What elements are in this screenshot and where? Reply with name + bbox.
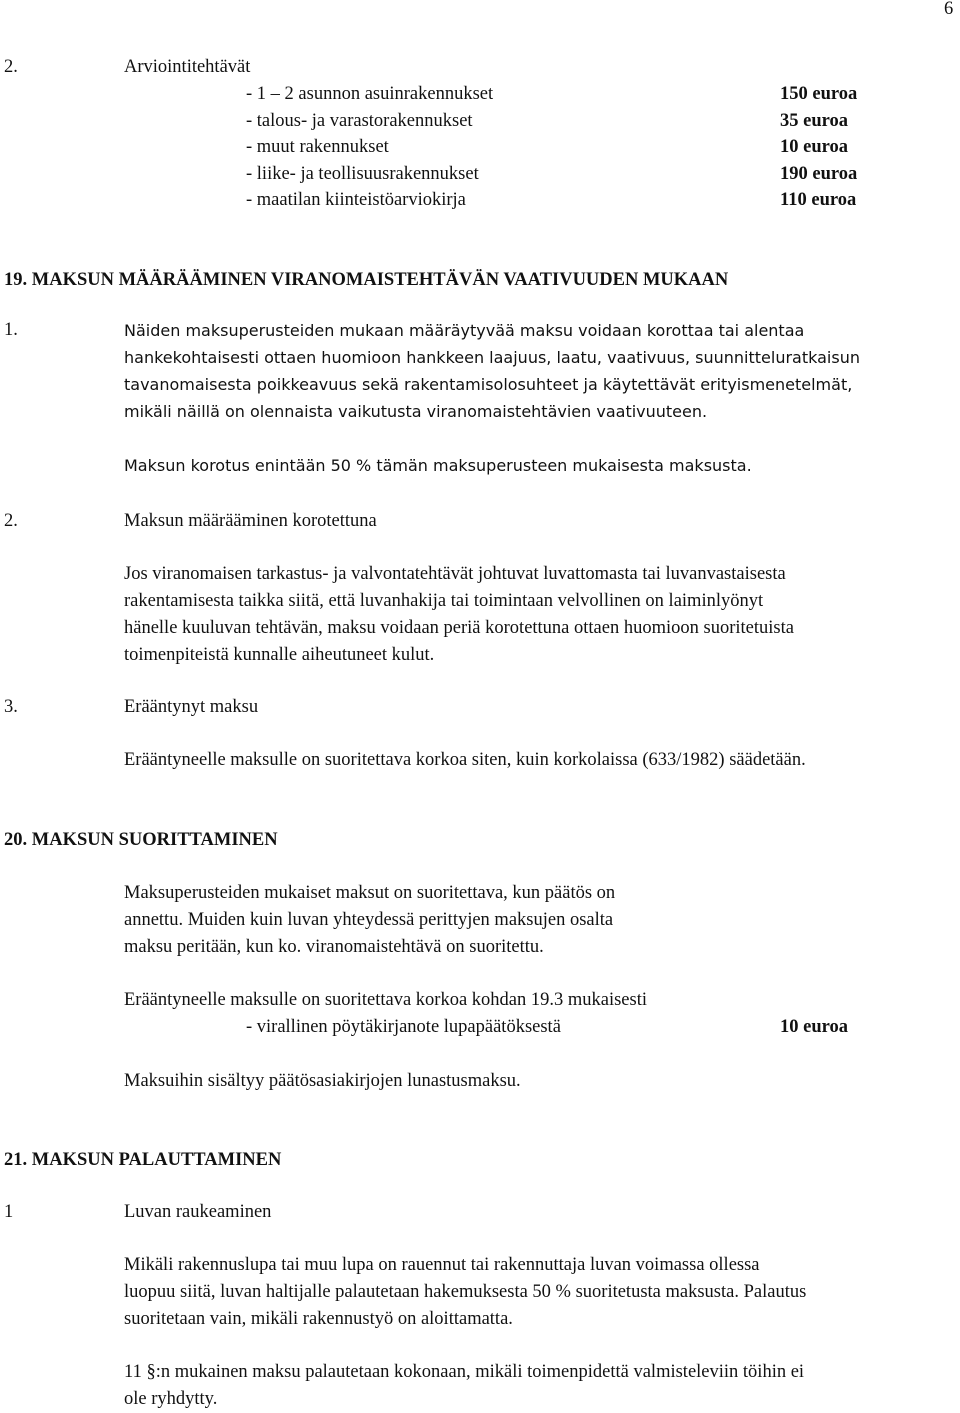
paragraph-line: Erääntyneelle maksulle on suoritettava korkoa kohdan 19.3 mukaisesti bbox=[124, 990, 647, 1010]
fee-item-price: 110 euroa bbox=[780, 190, 857, 210]
paragraph bbox=[124, 1359, 804, 1413]
item-number: 2. bbox=[4, 511, 18, 531]
fee-item-price: 35 euroa bbox=[780, 111, 849, 131]
paragraph-line: luopuu siitä, luvan haltijalle palautetaan hakemuksesta 50 % suoritetusta maksusta. Palautus bbox=[124, 1282, 807, 1302]
paragraph-line: 11 §:n mukainen maksu palautetaan kokonaan, mikäli toimenpidettä valmisteleviin töihin ei bbox=[124, 1362, 805, 1382]
paragraph-line: toimenpiteistä kunnalle aiheutuneet kulut. bbox=[124, 645, 435, 665]
heading-21: 21. MAKSUN PALAUTTAMINEN bbox=[4, 1150, 282, 1170]
paragraph-line: Maksuperusteiden mukaiset maksut on suoritettava, kun päätös on bbox=[124, 883, 616, 903]
fee-item-price: 10 euroa bbox=[780, 1017, 849, 1037]
paragraph-note: Maksun korotus enintään 50 % tämän maksuperusteen mukaisesta maksusta. bbox=[124, 456, 752, 475]
paragraph-line: maksu peritään, kun ko. viranomaistehtävä on suoritettu. bbox=[124, 937, 544, 957]
section-number: 2. bbox=[4, 57, 18, 77]
fee-item-label: - virallinen pöytäkirjanote lupapäätöksestä bbox=[246, 1017, 561, 1037]
paragraph-line: Maksuihin sisältyy päätösasiakirjojen lunastusmaksu. bbox=[124, 1071, 521, 1091]
paragraph-line: Erääntyneelle maksulle on suoritettava korkoa siten, kuin korkolaissa (633/1982) säädetään. bbox=[124, 750, 806, 770]
fee-item-label: - liike- ja teollisuusrakennukset bbox=[246, 164, 479, 184]
paragraph-line: hänelle kuuluvan tehtävän, maksu voidaan periä korotettuna ottaen huomioon suoritetuista bbox=[124, 618, 794, 638]
paragraph-line: suoritetaan vain, mikäli rakennustyö on aloittamatta. bbox=[124, 1309, 513, 1329]
fee-item-label: - 1 – 2 asunnon asuinrakennukset bbox=[246, 84, 494, 104]
paragraph-line: Jos viranomaisen tarkastus- ja valvontatehtävät johtuvat luvattomasta tai luvanvastaisesta bbox=[124, 564, 786, 584]
paragraph bbox=[124, 1252, 806, 1333]
item-number: 1. bbox=[4, 320, 18, 340]
fee-item-label: - talous- ja varastorakennukset bbox=[246, 111, 473, 131]
fee-item-price: 150 euroa bbox=[780, 84, 858, 104]
item-number: 1 bbox=[4, 1202, 14, 1222]
fee-item-price: 10 euroa bbox=[780, 137, 849, 157]
heading-19: 19. MAKSUN MÄÄRÄÄMINEN VIRANOMAISTEHTÄVÄN VAATIVUUDEN MUKAAN bbox=[4, 270, 729, 290]
paragraph bbox=[124, 561, 794, 669]
item-title: Maksun määrääminen korotettuna bbox=[124, 511, 377, 531]
fee-item-price: 190 euroa bbox=[780, 164, 858, 184]
paragraph-line: rakentamisesta taikka siitä, että luvanhakija tai toimintaan velvollinen on laiminlyönyt bbox=[124, 591, 764, 611]
section-title: Arviointitehtävät bbox=[124, 57, 251, 77]
paragraph bbox=[124, 317, 860, 425]
paragraph bbox=[124, 880, 615, 961]
fee-item-label: - maatilan kiinteistöarviokirja bbox=[246, 190, 466, 210]
item-number: 3. bbox=[4, 697, 18, 717]
paragraph-line: annettu. Muiden kuin luvan yhteydessä perittyjen maksujen osalta bbox=[124, 910, 614, 930]
paragraph-line: hankekohtaisesti ottaen huomioon hankkeen laajuus, laatu, vaativuus, suunnitteluratkaisun bbox=[124, 348, 860, 367]
paragraph-line: ole ryhdytty. bbox=[124, 1389, 218, 1409]
paragraph-line: mikäli näillä on olennaista vaikutusta viranomaistehtävien vaativuuteen. bbox=[124, 402, 708, 421]
fee-item-label: - muut rakennukset bbox=[246, 137, 389, 157]
item-title: Erääntynyt maksu bbox=[124, 697, 259, 717]
item-title: Luvan raukeaminen bbox=[124, 1202, 272, 1222]
paragraph-line: tavanomaisesta poikkeavuus sekä rakentamisolosuhteet ja käytettävät erityismenetelmät, bbox=[124, 375, 853, 394]
page-number: 6 bbox=[944, 0, 954, 19]
paragraph-line: Mikäli rakennuslupa tai muu lupa on rauennut tai rakennuttaja luvan voimassa ollessa bbox=[124, 1255, 760, 1275]
heading-20: 20. MAKSUN SUORITTAMINEN bbox=[4, 830, 278, 850]
paragraph-line: Näiden maksuperusteiden mukaan määräytyvää maksu voidaan korottaa tai alentaa bbox=[124, 321, 805, 340]
